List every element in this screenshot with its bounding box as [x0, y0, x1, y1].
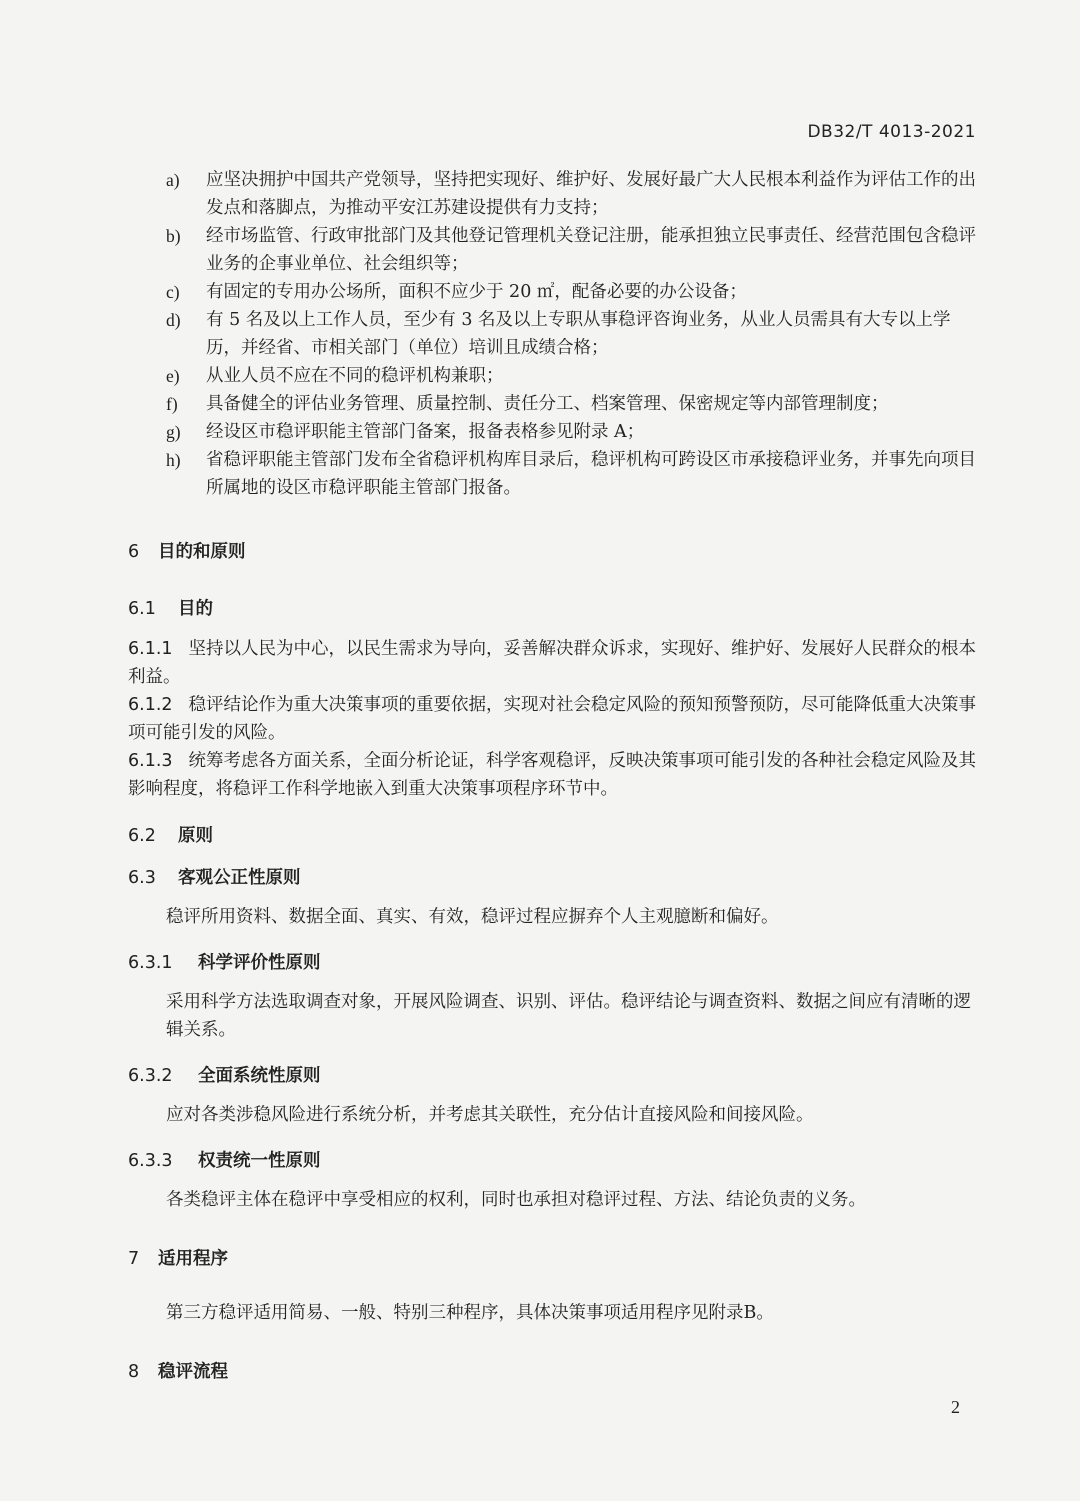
list-marker: b) — [166, 226, 181, 246]
section-heading-6-3-1 — [128, 949, 321, 974]
section-title: 目的 — [178, 599, 213, 619]
list-item — [0, 390, 976, 418]
section-number: 6.3 — [128, 868, 156, 888]
paragraph-7: 第三方稳评适用简易、一般、特别三种程序，具体决策事项适用程序见附录B。 — [166, 1303, 774, 1323]
list-item — [0, 418, 976, 446]
section-title: 目的和原则 — [158, 542, 246, 562]
section-title: 稳评流程 — [158, 1362, 228, 1382]
list-marker: e) — [166, 366, 180, 386]
list-item-text: 经设区市稳评职能主管部门备案，报备表格参见附录 A； — [206, 422, 645, 442]
list-marker: c) — [166, 282, 180, 302]
list-marker: h) — [166, 450, 181, 470]
paragraph-6-3-2: 应对各类涉稳风险进行系统分析，并考虑其关联性，充分估计直接风险和间接风险。 — [166, 1105, 814, 1125]
clause-number: 6.1.3 — [128, 751, 173, 771]
section-heading-6-2 — [128, 822, 213, 847]
list-item-text: 应坚决拥护中国共产党领导，坚持把实现好、维护好、发展好最广大人民根本利益作为评估工作的出发点和落脚点，为推动平安江苏建设提供有力支持； — [206, 170, 976, 218]
list-item-text: 省稳评职能主管部门发布全省稳评机构库目录后，稳评机构可跨设区市承接稳评业务，并事先向项目所属地的设区市稳评职能主管部门报备。 — [206, 450, 976, 498]
list-marker: g) — [166, 422, 181, 442]
section-heading-8 — [128, 1358, 228, 1383]
clause-text: 稳评结论作为重大决策事项的重要依据，实现对社会稳定风险的预知预警预防，尽可能降低重大决策事项可能引发的风险。 — [128, 695, 977, 743]
section-title: 原则 — [178, 826, 213, 846]
list-item — [0, 222, 976, 278]
section-heading-6-1 — [128, 595, 213, 620]
section-number: 6.3.1 — [128, 953, 173, 973]
section-heading-6-3-2 — [128, 1062, 321, 1087]
clause-text: 统筹考虑各方面关系，全面分析论证，科学客观稳评，反映决策事项可能引发的各种社会稳定风险及其影响程度，将稳评工作科学地嵌入到重大决策事项程序环节中。 — [128, 751, 977, 799]
section-heading-7 — [128, 1245, 228, 1270]
section-number: 6.3.2 — [128, 1066, 173, 1086]
section-number: 6.3.3 — [128, 1151, 173, 1171]
list-item-text: 有 5 名及以上工作人员，至少有 3 名及以上专职从事稳评咨询业务，从业人员需具有大专以上学历，并经省、市相关部门（单位）培训且成绩合格； — [206, 310, 951, 358]
requirements-list — [0, 166, 1080, 502]
section-number: 6 — [128, 542, 140, 562]
page-number: 2 — [951, 1397, 960, 1417]
section-title: 权责统一性原则 — [198, 1151, 321, 1171]
section-title: 全面系统性原则 — [198, 1066, 321, 1086]
section-title: 科学评价性原则 — [198, 953, 321, 973]
section-heading-6-3-3 — [128, 1147, 321, 1172]
paragraph-6-3: 稳评所用资料、数据全面、真实、有效，稳评过程应摒弃个人主观臆断和偏好。 — [166, 907, 779, 927]
clause-6-1-2 — [128, 691, 978, 747]
section-heading-6 — [128, 538, 246, 563]
clause-number: 6.1.2 — [128, 695, 173, 715]
clause-text: 坚持以人民为中心，以民生需求为导向，妥善解决群众诉求，实现好、维护好、发展好人民群众的根本利益。 — [128, 639, 977, 687]
list-marker: f) — [166, 394, 178, 414]
section-title: 客观公正性原则 — [178, 868, 301, 888]
list-item-text: 具备健全的评估业务管理、质量控制、责任分工、档案管理、保密规定等内部管理制度； — [206, 394, 889, 414]
list-item-text: 经市场监管、行政审批部门及其他登记管理机关登记注册，能承担独立民事责任、经营范围包含稳评业务的企事业单位、社会组织等； — [206, 226, 976, 274]
list-item — [0, 362, 976, 390]
list-item-text: 有固定的专用办公场所，面积不应少于 20 ㎡，配备必要的办公设备； — [206, 282, 747, 302]
clause-number: 6.1.1 — [128, 639, 173, 659]
section-number: 7 — [128, 1249, 140, 1269]
section-number: 6.1 — [128, 599, 156, 619]
clause-6-1-3 — [128, 747, 978, 803]
list-marker: a) — [166, 170, 180, 190]
list-item — [0, 166, 976, 222]
section-title: 适用程序 — [158, 1249, 228, 1269]
section-number: 8 — [128, 1362, 140, 1382]
paragraph-6-3-3: 各类稳评主体在稳评中享受相应的权利，同时也承担对稳评过程、方法、结论负责的义务。 — [166, 1190, 866, 1210]
list-marker: d) — [166, 310, 181, 330]
section-number: 6.2 — [128, 826, 156, 846]
list-item-text: 从业人员不应在不同的稳评机构兼职； — [206, 366, 504, 386]
list-item — [0, 446, 976, 502]
document-code: DB32/T 4013-2021 — [807, 122, 976, 142]
section-heading-6-3 — [128, 864, 301, 889]
list-item — [0, 278, 976, 306]
paragraph-6-3-1: 采用科学方法选取调查对象，开展风险调查、识别、评估。稳评结论与调查资料、数据之间应有清晰的逻辑关系。 — [166, 992, 971, 1040]
list-item — [0, 306, 976, 362]
clause-6-1-1 — [128, 635, 978, 691]
